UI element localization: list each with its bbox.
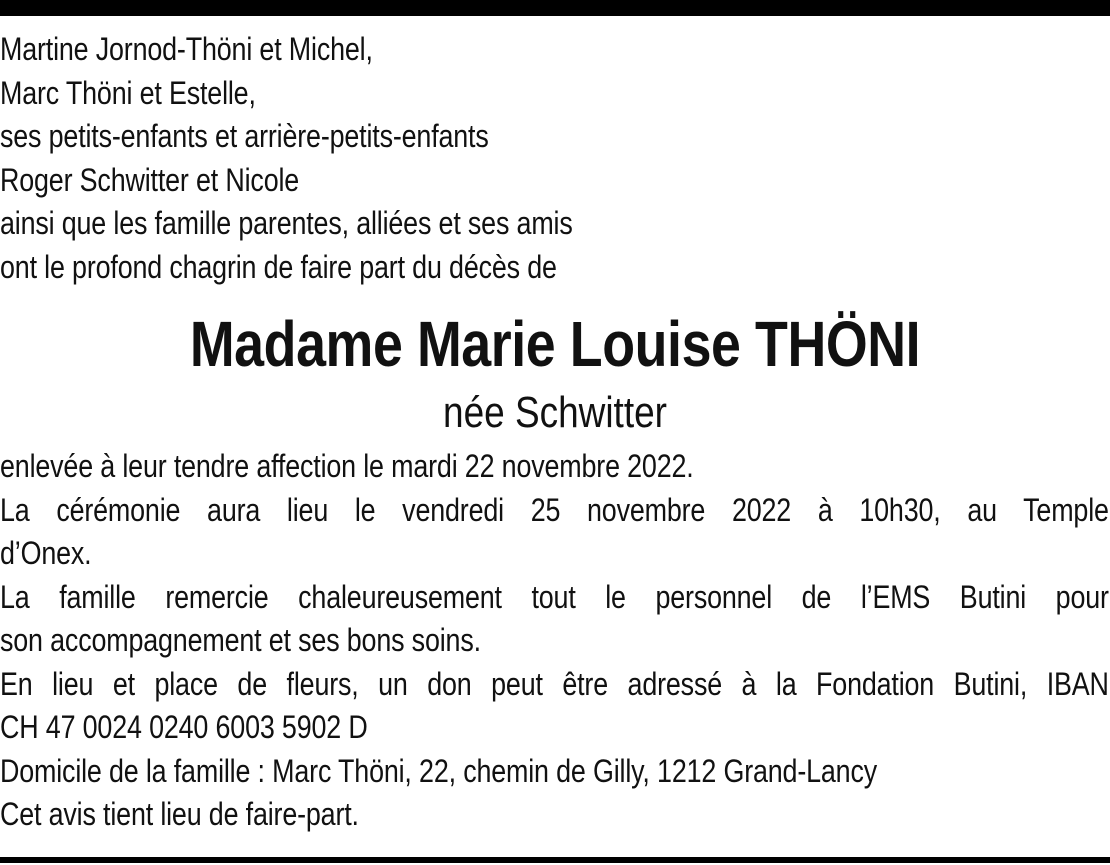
intro-line: Martine Jornod-Thöni et Michel, [0, 31, 373, 67]
closing-line: Cet avis tient lieu de faire-part. [0, 796, 359, 832]
maiden-name: née Schwitter [443, 388, 667, 437]
body-line: En lieu et place de fleurs, un don peut être adressé à la Fondation Butini, IBAN [0, 665, 1109, 702]
body-line: son accompagnement et ses bons soins. [0, 622, 481, 658]
deceased-name: Madame Marie Louise THÖNI [189, 308, 921, 380]
body-line: d’Onex. [0, 535, 92, 571]
body-line: La cérémonie aura lieu le vendredi 25 novembre 2022 à 10h30, au Temple [0, 491, 1109, 528]
intro-line: ont le profond chagrin de faire part du décès de [0, 248, 557, 285]
family-address-line: Domicile de la famille : Marc Thöni, 22, chemin de Gilly, 1212 Grand-Lancy [0, 752, 877, 789]
intro-line: Roger Schwitter et Nicole [0, 161, 300, 198]
body-line: La famille remercie chaleureusement tout le personnel de l’EMS Butini pour [0, 578, 1109, 615]
obituary-notice [0, 28, 1110, 837]
iban-line: CH 47 0024 0240 6003 5902 D [0, 709, 368, 745]
body-line: enlevée à leur tendre affection le mardi 22 novembre 2022. [0, 448, 694, 484]
intro-line: Marc Thöni et Estelle, [0, 74, 256, 111]
top-border-rule [0, 0, 1110, 16]
intro-line: ainsi que les famille parentes, alliées et ses amis [0, 205, 573, 241]
bottom-border-rule [0, 857, 1110, 863]
intro-line: ses petits-enfants et arrière-petits-enfants [0, 118, 489, 154]
